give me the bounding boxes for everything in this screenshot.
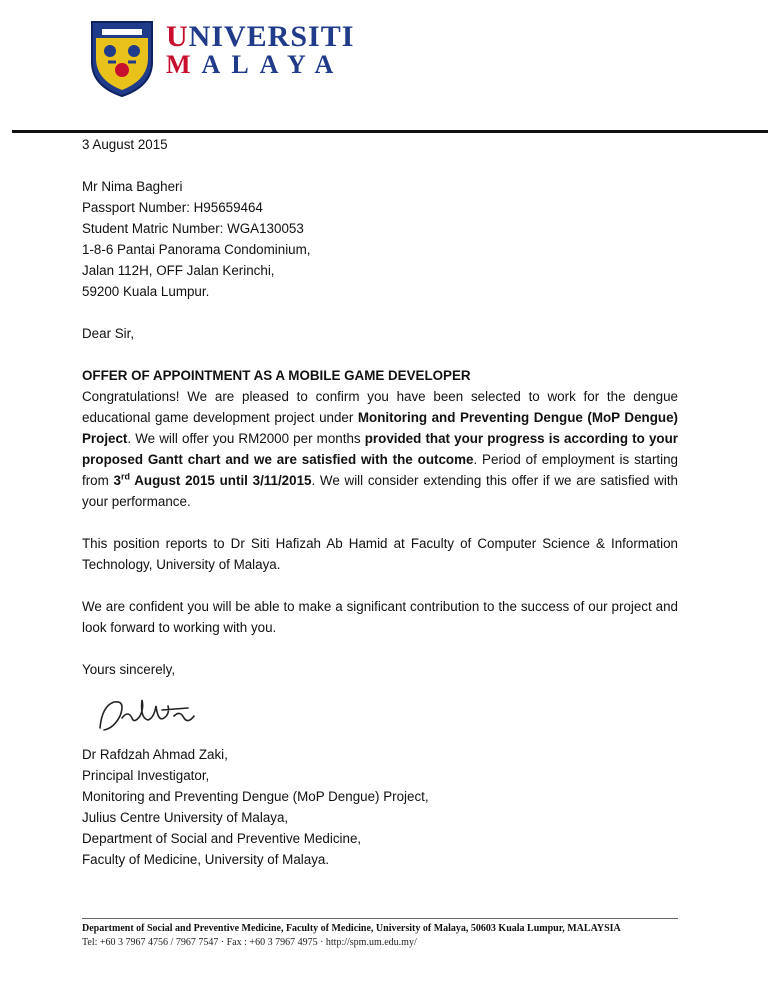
offer-paragraph: Congratulations! We are pleased to confirm you have been selected to work for the dengue educational game development project under Monitoring and Preventing Dengue (MoP Dengue) Project. We will offer you RM2000 per months provided that your progress is according to your proposed Gantt chart and we are satisfied with the outcome. Period of employment is starting from 3rd August 2015 until 3/11/2015. We will consider extending this offer if we are satisfied with your performance. bbox=[82, 389, 678, 509]
recipient-name: Mr Nima Bagheri bbox=[82, 179, 183, 194]
footer-address: Department of Social and Preventive Medicine, Faculty of Medicine, University of Malaya, 50603 Kuala Lumpur, MALAYSIA bbox=[82, 923, 621, 934]
footer bbox=[82, 922, 682, 950]
letter-date: 3 August 2015 bbox=[82, 137, 168, 152]
confidence-paragraph: We are confident you will be able to make a significant contribution to the success of our project and look forward to working with you. bbox=[82, 599, 678, 635]
recipient-matric: Student Matric Number: WGA130053 bbox=[82, 221, 304, 236]
signatory-line-4: Julius Centre University of Malaya, bbox=[82, 810, 289, 825]
recipient-address-1: 1-8-6 Pantai Panorama Condominium, bbox=[82, 242, 311, 257]
university-name-line2: MALAYA bbox=[166, 50, 345, 79]
closing: Yours sincerely, bbox=[82, 662, 176, 677]
footer-rule bbox=[82, 918, 678, 919]
signatory-name: Dr Rafdzah Ahmad Zaki, bbox=[82, 747, 228, 762]
letter-body bbox=[82, 134, 678, 870]
university-name-line1: UNIVERSITI bbox=[166, 20, 355, 53]
subject-line: OFFER OF APPOINTMENT AS A MOBILE GAME DEVELOPER bbox=[82, 368, 471, 383]
header-rule bbox=[12, 130, 768, 133]
recipient-passport: Passport Number: H95659464 bbox=[82, 200, 263, 215]
signature-icon bbox=[92, 688, 202, 740]
university-crest-icon bbox=[88, 18, 156, 98]
recipient-address-3: 59200 Kuala Lumpur. bbox=[82, 284, 210, 299]
reporting-paragraph: This position reports to Dr Siti Hafizah Ab Hamid at Faculty of Computer Science & Information Technology, University of Malaya. bbox=[82, 536, 678, 572]
signatory-line-5: Department of Social and Preventive Medicine, bbox=[82, 831, 362, 846]
signatory-line-6: Faculty of Medicine, University of Malaya. bbox=[82, 852, 330, 867]
salutation: Dear Sir, bbox=[82, 326, 135, 341]
letterhead bbox=[88, 14, 358, 98]
signatory-title: Principal Investigator, bbox=[82, 768, 210, 783]
signatory-line-3: Monitoring and Preventing Dengue (MoP Dengue) Project, bbox=[82, 789, 429, 804]
recipient-address-2: Jalan 112H, OFF Jalan Kerinchi, bbox=[82, 263, 275, 278]
footer-contact: Tel: +60 3 7967 4756 / 7967 7547 · Fax : +60 3 7967 4975 · http://spm.um.edu.my/ bbox=[82, 937, 417, 948]
signature bbox=[82, 680, 678, 744]
